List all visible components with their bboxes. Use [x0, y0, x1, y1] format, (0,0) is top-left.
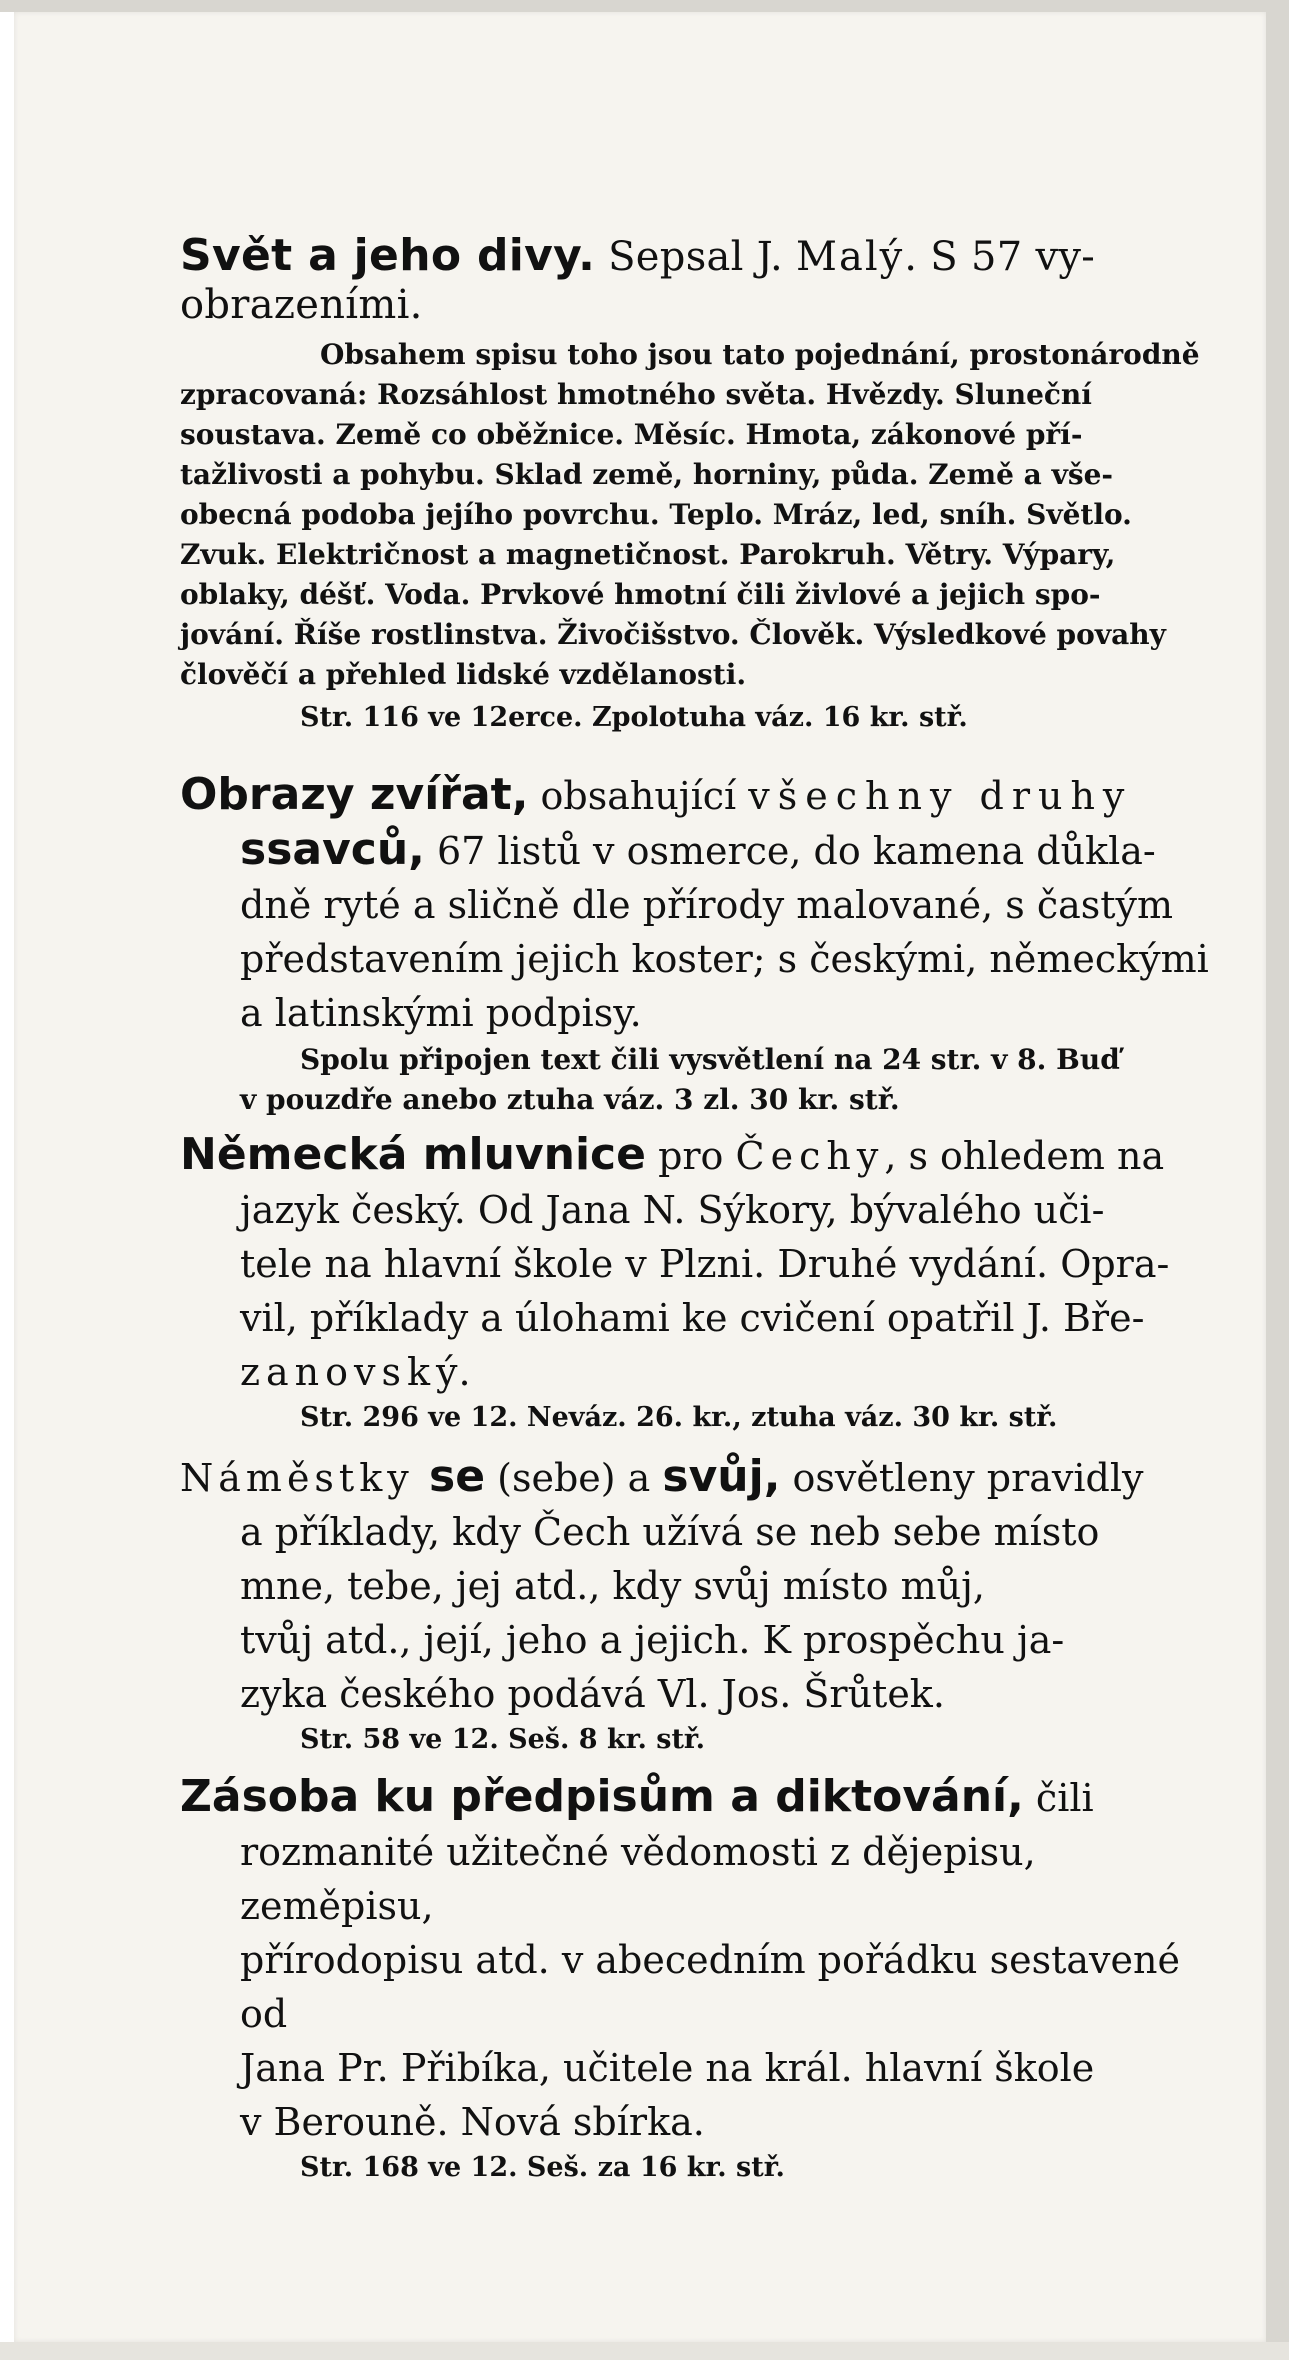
entry-intro: Sepsal J.	[595, 234, 797, 280]
entry-line: a latinskými podpisy.	[240, 991, 642, 1035]
entry-mid: (sebe) a	[485, 1456, 663, 1500]
entry-price: Str. 116 ve 12erce. Zpolotuha váz. 16 kr. stř.	[300, 702, 968, 733]
entry-line: Jana Pr. Přibíka, učitele na král. hlavní škole	[240, 2046, 1095, 2090]
entry-line-text: 67 listů v osmerce, do kamena důkla-	[424, 829, 1156, 873]
entry-subheading: ssavců,	[240, 824, 425, 875]
entry-tail: , s ohledem na	[884, 1134, 1165, 1178]
entry-title-line	[180, 1450, 1210, 1505]
entry-tail: osvětleny pravidly	[780, 1456, 1144, 1500]
entry-obrazy-zvirat	[180, 768, 1210, 1120]
entry-nemecka-mluvnice	[180, 1128, 1210, 1437]
entry-heading: se	[413, 1451, 486, 1502]
entry-svet-a-jeho-divy	[180, 232, 1210, 737]
entry-description	[180, 1040, 1210, 1120]
entry-intro: pro	[645, 1134, 736, 1178]
desc-line: Obsahem spisu toho jsou tato pojednání, prostonárodně	[320, 338, 1200, 371]
entry-lead: Náměstky	[180, 1456, 414, 1500]
entry-line	[180, 823, 1210, 878]
desc-line: zpracovaná: Rozsáhlost hmotného světa. Hvězdy. Sluneční	[180, 378, 1092, 411]
entry-line: rozmanité užitečné vědomosti z dějepisu, zeměpisu,	[240, 1830, 1036, 1928]
entry-line: představením jejich koster; s českými, německými	[240, 937, 1209, 981]
entry-description	[180, 335, 1210, 695]
entry-title-line	[180, 768, 1210, 823]
scan-border-right	[1266, 0, 1289, 2360]
desc-line: v pouzdře anebo ztuha váz. 3 zl. 30 kr. stř.	[240, 1083, 900, 1116]
entry-author: Malý	[796, 234, 905, 280]
desc-line: Spolu připojen text čili vysvětlení na 24 str. v 8. Buď	[300, 1043, 1120, 1076]
entry-title-line	[180, 232, 1210, 281]
entry-intro: obsahující	[528, 774, 749, 818]
entry-namestky	[180, 1450, 1210, 1759]
entry-line: zanovský.	[240, 1350, 477, 1394]
desc-line: jování. Říše rostlinstva. Živočišstvo. Člověk. Výsledkové povahy	[180, 618, 1166, 651]
entry-price: Str. 168 ve 12. Seš. za 16 kr. stř.	[300, 2152, 785, 2183]
entry-tail: . S 57 vy-	[904, 234, 1096, 280]
entry-title-line	[180, 1770, 1210, 1825]
desc-line: Zvuk. Električnost a magnetičnost. Parokruh. Větry. Výpary,	[180, 538, 1116, 571]
entry-line: přírodopisu atd. v abecedním pořádku sestavené od	[240, 1938, 1180, 2036]
entry-line: v Berouně. Nová sbírka.	[240, 2100, 705, 2144]
entry-heading: Zásoba ku předpisům a diktování,	[180, 1771, 1024, 1822]
entry-line: a příklady, kdy Čech užívá se neb sebe místo	[240, 1510, 1100, 1554]
scan-border-top	[0, 0, 1289, 12]
entry-title-line-2: obrazeními.	[180, 282, 423, 328]
desc-line: člověčí a přehled lidské vzdělanosti.	[180, 658, 747, 691]
entry-spaced-words: Čechy	[735, 1134, 885, 1178]
entry-line: tele na hlavní škole v Plzni. Druhé vydání. Opra-	[240, 1242, 1170, 1286]
entry-heading: Svět a jeho divy.	[180, 230, 596, 281]
entry-line: tvůj atd., její, jeho a jejich. K prospěchu ja-	[240, 1618, 1065, 1662]
entry-price: Str. 296 ve 12. Neváz. 26. kr., ztuha váz. 30 kr. stř.	[300, 1402, 1058, 1433]
entry-heading-2: svůj,	[662, 1451, 781, 1502]
entry-title-line	[180, 1128, 1210, 1183]
entry-spaced-words: všechny druhy	[748, 774, 1133, 818]
scan-border-bottom	[0, 2342, 1289, 2360]
entry-tail: čili	[1023, 1776, 1094, 1820]
entry-heading: Německá mluvnice	[180, 1129, 646, 1180]
desc-line: oblaky, déšť. Voda. Prvkové hmotní čili živlové a jejich spo-	[180, 578, 1101, 611]
entry-line: jazyk český. Od Jana N. Sýkory, bývalého uči-	[240, 1188, 1105, 1232]
entry-zasoba	[180, 1770, 1210, 2187]
desc-line: tažlivosti a pohybu. Sklad země, horniny, půda. Země a vše-	[180, 458, 1114, 491]
entry-line: dně ryté a sličně dle přírody malované, s častým	[240, 883, 1174, 927]
desc-line: soustava. Země co oběžnice. Měsíc. Hmota, zákonové pří-	[180, 418, 1083, 451]
entry-price: Str. 58 ve 12. Seš. 8 kr. stř.	[300, 1724, 706, 1755]
entry-line: vil, příklady a úlohami ke cvičení opatřil J. Bře-	[240, 1296, 1145, 1340]
entry-line: zyka českého podává Vl. Jos. Šrůtek.	[240, 1672, 945, 1716]
desc-line: obecná podoba jejího povrchu. Teplo. Mráz, led, sníh. Světlo.	[180, 498, 1132, 531]
entry-heading: Obrazy zvířat,	[180, 769, 529, 820]
entry-line: mne, tebe, jej atd., kdy svůj místo můj,	[240, 1564, 985, 1608]
